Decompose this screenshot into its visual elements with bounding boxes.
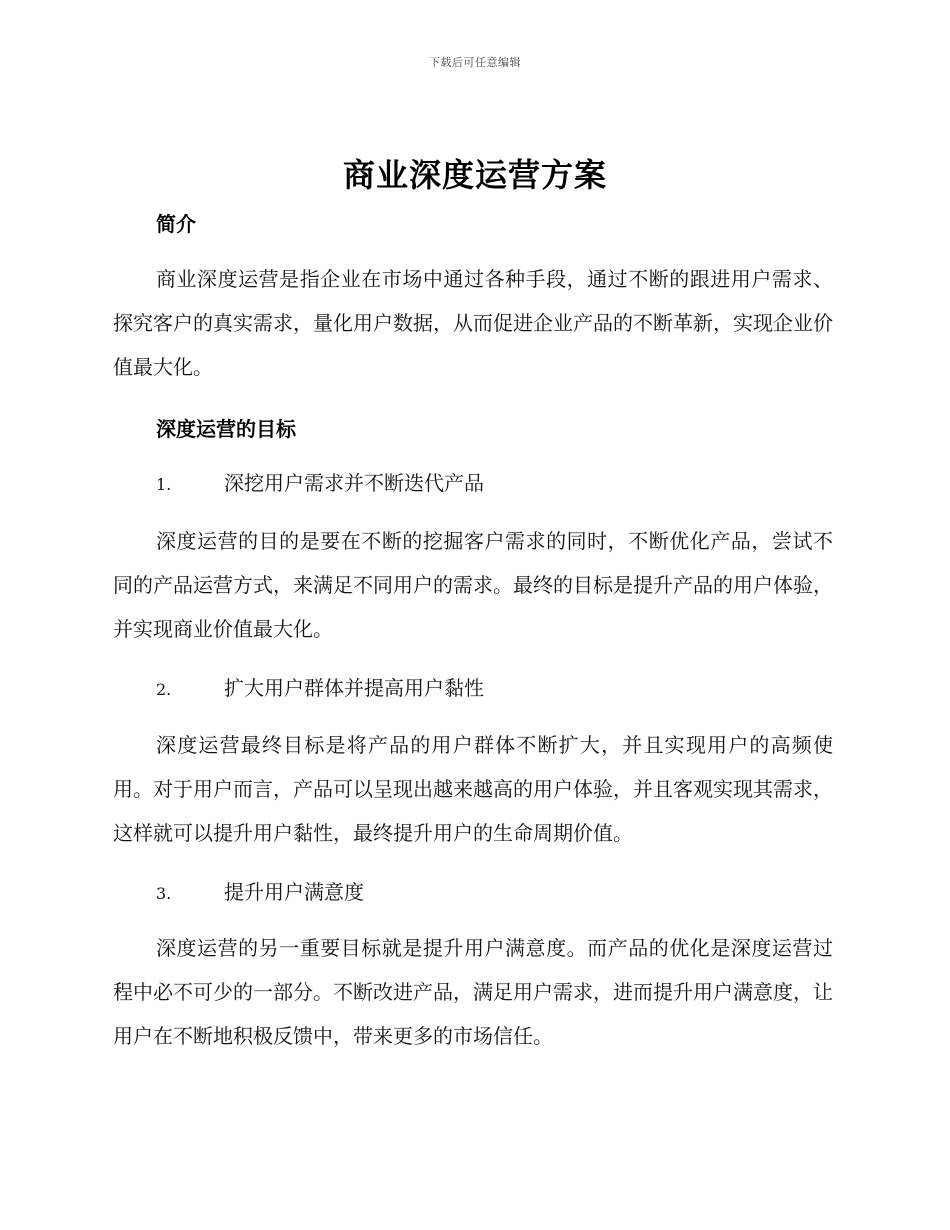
goal-number: 1. — [156, 475, 172, 494]
goal-item-2 — [156, 673, 484, 703]
goals-heading: 深度运营的目标 — [156, 417, 296, 441]
goal-number: 3. — [156, 884, 172, 903]
intro-paragraph: 商业深度运营是指企业在市场中通过各种手段，通过不断的跟进用户需求、探究客户的真实需求，量化用户数据，从而促进企业产品的不断革新，实现企业价值最大化。 — [113, 267, 833, 379]
goal-title: 扩大用户群体并提高用户黏性 — [224, 676, 484, 700]
goal-number: 2. — [156, 680, 172, 699]
goal-item-3 — [156, 877, 364, 907]
goal-3-paragraph: 深度运营的另一重要目标就是提升用户满意度。而产品的优化是深度运营过程中必不可少的一部分。不断改进产品，满足用户需求，进而提升用户满意度，让用户在不断地积极反馈中，带来更多的市场信任。 — [113, 936, 833, 1048]
intro-heading: 简介 — [156, 212, 196, 236]
goal-title: 提升用户满意度 — [224, 880, 364, 904]
goal-item-1 — [156, 468, 484, 498]
document-title: 商业深度运营方案 — [342, 156, 607, 194]
goal-title: 深挖用户需求并不断迭代产品 — [224, 471, 484, 495]
goal-1-paragraph: 深度运营的目的是要在不断的挖掘客户需求的同时，不断优化产品，尝试不同的产品运营方式，来满足不同用户的需求。最终的目标是提升产品的用户体验，并实现商业价值最大化。 — [113, 529, 833, 641]
goal-2-paragraph: 深度运营最终目标是将产品的用户群体不断扩大，并且实现用户的高频使用。对于用户而言，产品可以呈现出越来越高的用户体验，并且客观实现其需求，这样就可以提升用户黏性，最终提升用户的生命周期价值。 — [113, 733, 833, 845]
header-note: 下载后可任意编辑 — [429, 56, 521, 69]
